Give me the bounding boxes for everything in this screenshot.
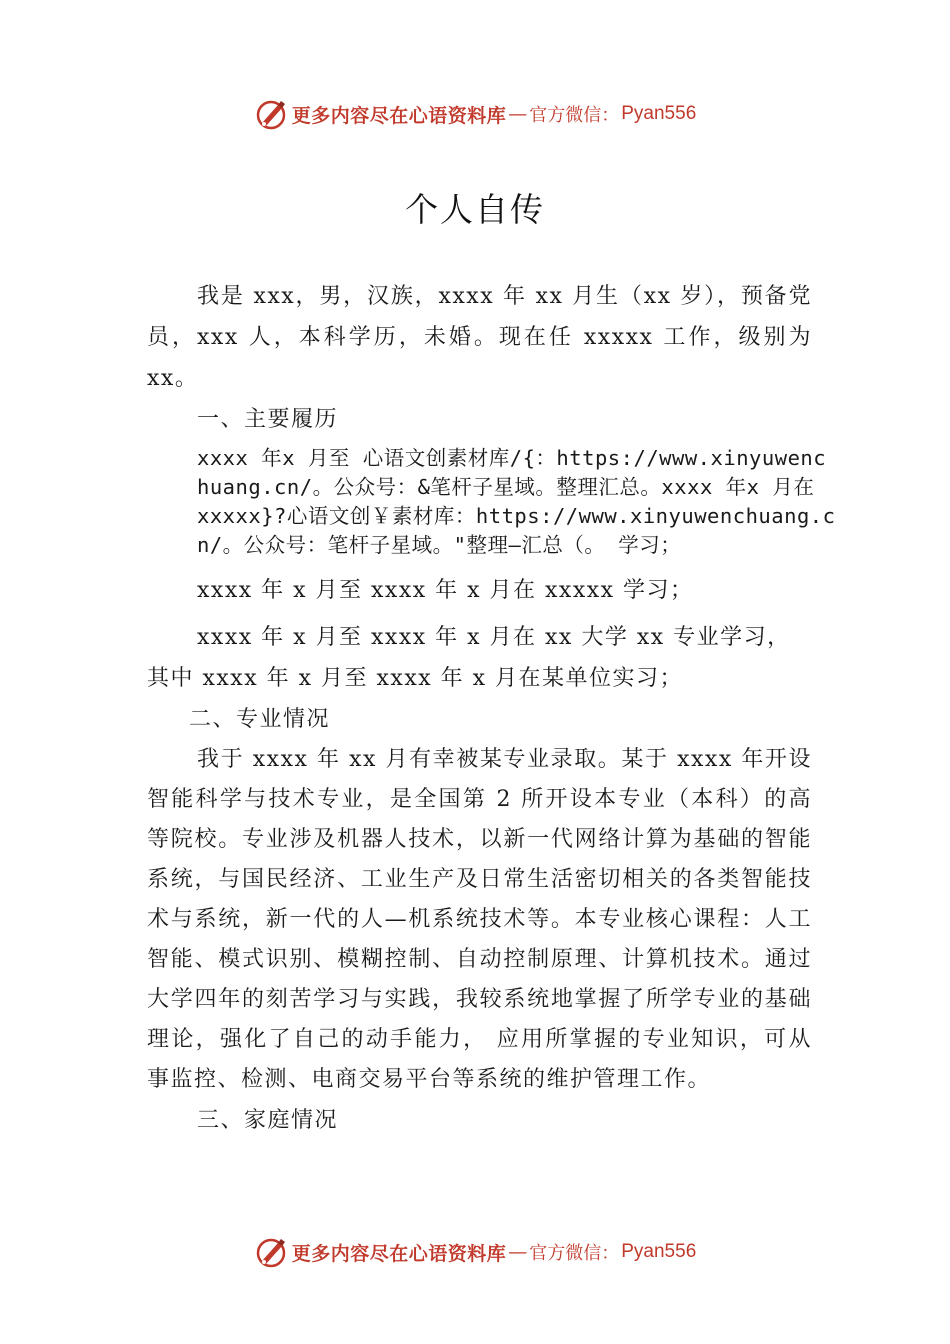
history-item-2: xxxx 年 x 月至 xxxx 年 x 月在 xxxxx 学习；: [197, 578, 694, 603]
header-banner: [0, 94, 950, 134]
banner-wechat-id: Pyan556: [621, 103, 697, 124]
section-heading-family: 三、家庭情况: [197, 1108, 339, 1133]
banner-text: 更多内容尽在心语资料库: [291, 1242, 507, 1265]
section-heading-history: 一、主要履历: [197, 407, 339, 432]
pen-logo-icon: [254, 97, 288, 131]
history-item-1: xxxx 年x 月至 心语文创素材库/{：https://www.xinyuwenchuang.cn/。公众号：&笔杆子星域。整理汇总。xxxx 年x 月在 xxxxx}?心语文创￥素材库：https://www.xinyuwenchuang.cn/。公众号：笔杆子星域。"整理—汇总（。 学习；: [197, 446, 836, 557]
banner-wechat-label: 官方微信：: [529, 105, 620, 126]
banner-wechat-label: 官方微信：: [529, 1243, 620, 1264]
intro-paragraph: 我是 xxx，男，汉族，xxxx 年 xx 月生（xx 岁），预备党员，xxx 人，本科学历，未婚。现在任 xxxxx 工作，级别为 xx。: [147, 284, 812, 391]
pen-logo-icon: [254, 1235, 288, 1269]
footer-banner: [0, 1232, 950, 1272]
section-heading-major: 二、专业情况: [189, 707, 331, 732]
history-item-3-continued: 其中 xxxx 年 x 月至 xxxx 年 x 月在某单位实习；: [147, 666, 684, 691]
banner-separator: —: [508, 1241, 528, 1263]
banner-wechat-id: Pyan556: [621, 1241, 697, 1262]
history-item-3: xxxx 年 x 月至 xxxx 年 x 月在 xx 大学 xx 专业学习，: [197, 625, 791, 650]
major-paragraph: 我于 xxxx 年 xx 月有幸被某专业录取。某于 xxxx 年开设智能科学与技术专业，是全国第 2 所开设本专业（本科）的高等院校。专业涉及机器人技术，以新一代网络计算为基础的智能系统，与国民经济、工业生产及日常生活密切相关的各类智能技术与系统，新一代的人—机系统技术等。本专业核心课程：人工智能、模式识别、模糊控制、自动控制原理、计算机技术。通过大学四年的刻苦学习与实践，我较系统地掌握了所学专业的基础理论，强化了自己的动手能力， 应用所掌握的专业知识，可从事监控、检测、电商交易平台等系统的维护管理工作。: [147, 747, 812, 1092]
document-title: 个人自传: [405, 190, 545, 229]
banner-separator: —: [508, 103, 528, 125]
banner-text: 更多内容尽在心语资料库: [291, 104, 507, 127]
document-body: [147, 276, 836, 1141]
